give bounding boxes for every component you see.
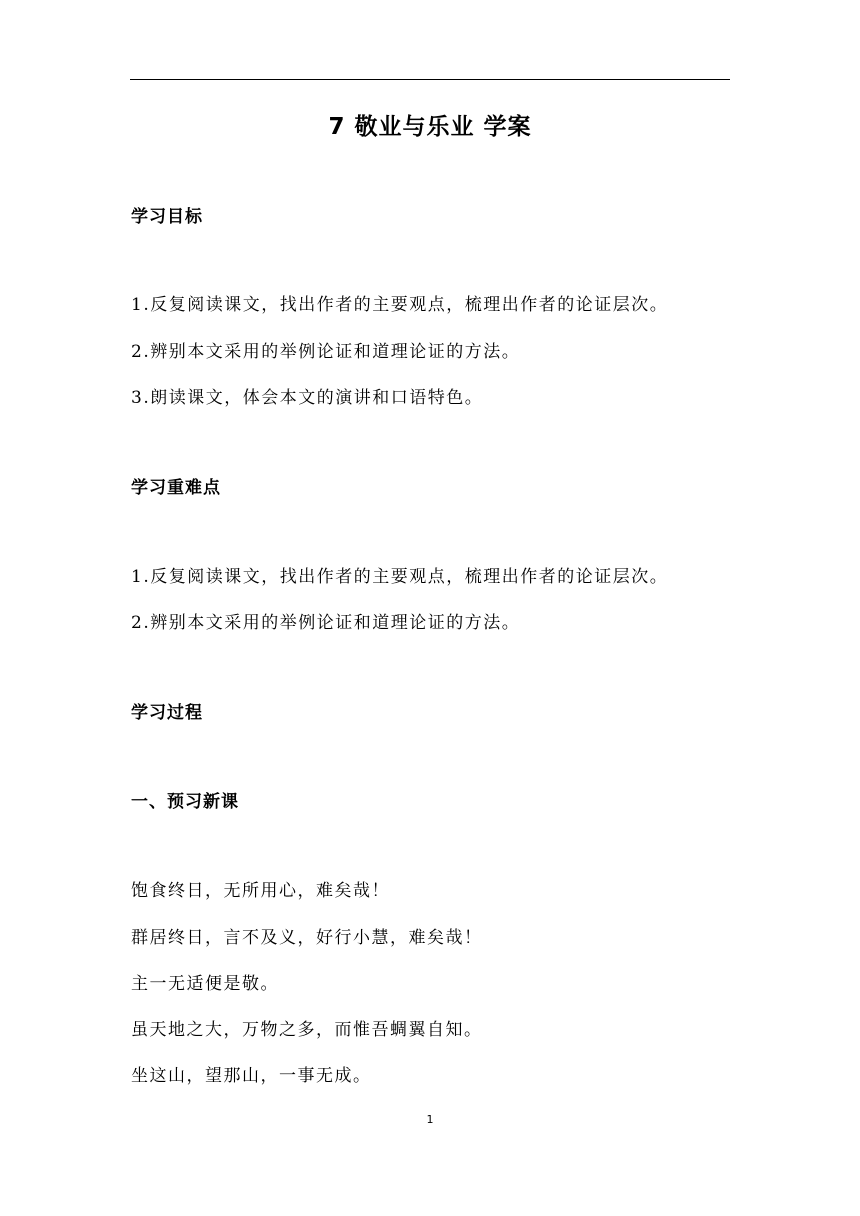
goals-heading: 学习目标: [131, 207, 203, 227]
page-title: 7 敬业与乐业 学案: [328, 114, 532, 140]
goals-item: 1.反复阅读课文，找出作者的主要观点，梳理出作者的论证层次。: [131, 295, 669, 315]
key-points-item: 2.辨别本文采用的举例论证和道理论证的方法。: [131, 613, 521, 633]
key-points-item: 1.反复阅读课文，找出作者的主要观点，梳理出作者的论证层次。: [131, 567, 669, 587]
preview-heading: 一、预习新课: [131, 792, 239, 812]
header-rule: [130, 79, 730, 80]
preview-line: 饱食终日，无所用心，难矣哉！: [131, 881, 390, 901]
preview-line: 群居终日，言不及义，好行小慧，难矣哉！: [131, 928, 483, 948]
preview-line: 虽天地之大，万物之多，而惟吾蜩翼自知。: [131, 1020, 483, 1040]
page-number: 1: [426, 1113, 434, 1126]
process-heading: 学习过程: [131, 703, 203, 723]
key-points-heading: 学习重难点: [131, 478, 221, 498]
preview-line: 坐这山，望那山，一事无成。: [131, 1066, 372, 1086]
goals-item: 2.辨别本文采用的举例论证和道理论证的方法。: [131, 342, 521, 362]
goals-item: 3.朗读课文，体会本文的演讲和口语特色。: [131, 388, 484, 408]
preview-line: 主一无适便是敬。: [131, 974, 279, 994]
